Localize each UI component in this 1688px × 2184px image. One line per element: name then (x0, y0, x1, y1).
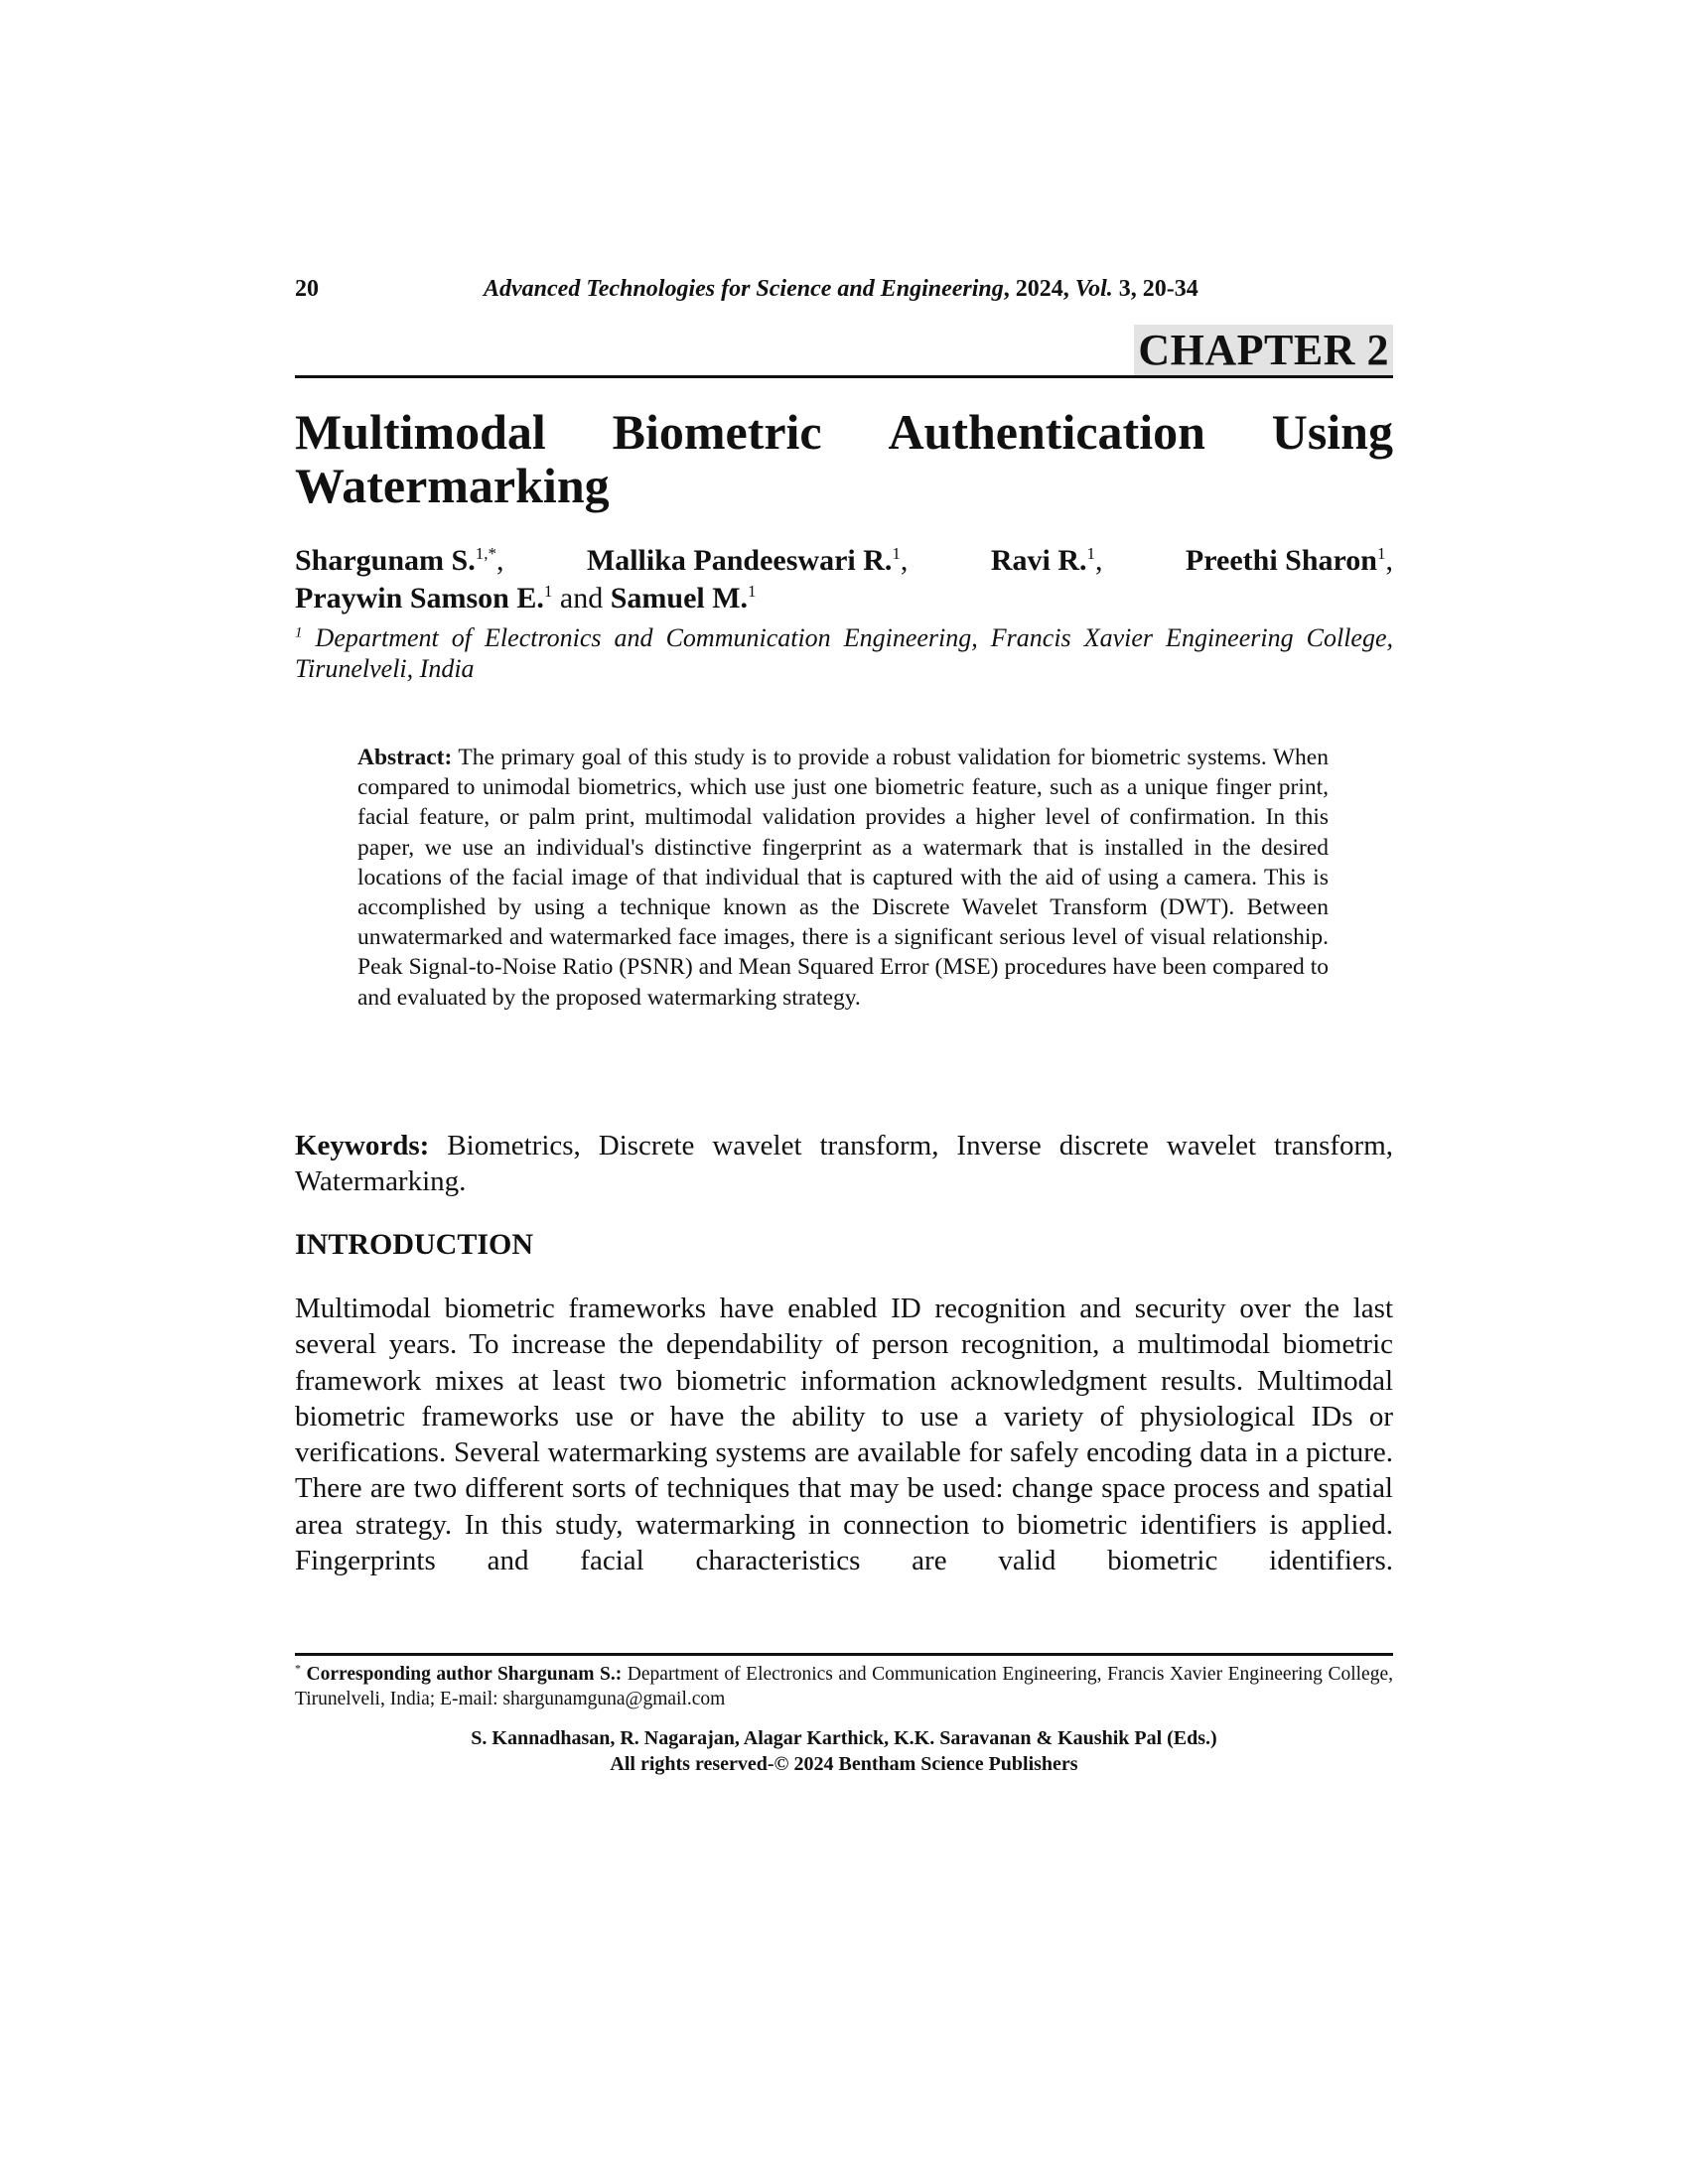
section-heading-introduction: INTRODUCTION (295, 1228, 534, 1261)
abstract (357, 743, 1329, 1013)
volume-number: 3 (1118, 276, 1131, 302)
footnote-text: Department of Electronics and Communication Engineering, Francis Xavier Engineering College, Tirunelveli, India; E-mail: shargunamguna@gmail.com (295, 1664, 1393, 1709)
author-affiliation-mark: 1,* (475, 544, 496, 563)
keywords-label: Keywords: (295, 1130, 430, 1161)
author: Ravi R.$^1$, (990, 544, 1103, 577)
author-name: Mallika Pandeeswari R. (586, 544, 893, 577)
author-line-1 (295, 542, 1393, 580)
author-affiliation-mark: 1 (748, 582, 757, 601)
author: Shargunam S.$^{1,*}$, (295, 544, 504, 577)
editors-line: S. Kannadhasan, R. Nagarajan, Alagar Karthick, K.K. Saravanan & Kaushik Pal (Eds.) (471, 1727, 1217, 1749)
author (611, 582, 757, 614)
copyright-line: All rights reserved-© 2024 Bentham Science Publishers (610, 1753, 1078, 1775)
chapter-divider (295, 375, 1393, 378)
title-word: Using (1271, 404, 1393, 460)
page-range: 20-34 (1142, 276, 1198, 302)
affiliation-mark: 1 (295, 624, 303, 641)
volume-label: Vol. (1074, 276, 1113, 302)
page-title (295, 405, 1393, 512)
author-name: Shargunam S. (295, 544, 476, 577)
abstract-text: The primary goal of this study is to provide a robust validation for biometric systems. When compared to unimodal biometrics, which use just one biometric feature, such as a unique finger print, facial feature, or palm print, multimodal validation provides a higher level of confirmation. In this paper, we use an individual's distinctive fingerprint as a watermark that is installed in the desired locations of the facial image of that individual that is captured with the aid of using a camera. This is accomplished by using a technique known as the Discrete Wavelet Transform (DWT). Between unwatermarked and watermarked face images, there is a significant serious level of visual relationship. Peak Signal-to-Noise Ratio (PSNR) and Mean Squared Error (MSE) procedures have been compared to and evaluated by the proposed watermarking strategy. (357, 745, 1329, 1011)
footnote-label: Corresponding author Shargunam S.: (306, 1664, 623, 1685)
affiliation (295, 622, 1393, 684)
page-footer (295, 1725, 1393, 1777)
author-name: Ravi R. (990, 544, 1087, 577)
chapter-label: CHAPTER 2 (1134, 325, 1393, 376)
title-word: Biometric (612, 404, 822, 460)
author-conjunction: and (559, 582, 604, 614)
author-name: Samuel M. (610, 582, 749, 614)
journal-name: Advanced Technologies for Science and Engineering (484, 276, 1004, 302)
author-affiliation-mark: 1 (1377, 544, 1386, 563)
author-affiliation-mark: 1 (543, 582, 553, 601)
abstract-label: Abstract: (357, 745, 453, 770)
footnote-marker: * (295, 1661, 301, 1676)
title-word: Authentication (888, 404, 1205, 460)
author (295, 582, 552, 614)
author-affiliation-mark: 1 (892, 544, 901, 563)
keywords (295, 1128, 1393, 1199)
footnote (295, 1662, 1393, 1711)
author: Mallika Pandeeswari R.$^1$, (586, 544, 909, 577)
author-line-2 (295, 580, 1393, 617)
introduction-paragraph: Multimodal biometric frameworks have enabled ID recognition and security over the last several years. To increase the dependability of person recognition, a multimodal biometric framework mixes at least two biometric information acknowledgment results. Multimodal biometric frameworks use or have the ability to use a variety of physiological IDs or verifications. Several watermarking systems are available for safely encoding data in a picture. There are two different sorts of techniques that may be used: change space process and spatial area strategy. In this study, watermarking in connection to biometric identifiers is applied. Fingerprints and facial characteristics are valid biometric identifiers. (295, 1293, 1393, 1577)
footnote-divider (295, 1653, 1393, 1656)
title-line-2: Watermarking (295, 458, 610, 513)
title-word: Multimodal (295, 404, 546, 460)
keywords-text: Biometrics, Discrete wavelet transform, Inverse discrete wavelet transform, Watermarking. (295, 1130, 1394, 1197)
title-line-1 (295, 405, 1393, 459)
author-name: Praywin Samson E. (295, 582, 544, 614)
author-name: Preethi Sharon (1185, 544, 1377, 577)
journal-year: 2024 (1015, 276, 1063, 302)
page-number: 20 (295, 276, 319, 302)
author-affiliation-mark: 1 (1086, 544, 1095, 563)
author-list (295, 542, 1393, 617)
author: Preethi Sharon$^1$, (1185, 544, 1393, 577)
running-title: Advanced Technologies for Science and Engineering, 2024, Vol. 3, 20-34 (484, 276, 1198, 302)
affiliation-text: Department of Electronics and Communication Engineering, Francis Xavier Engineering College, Tirunelveli, India (295, 623, 1393, 683)
